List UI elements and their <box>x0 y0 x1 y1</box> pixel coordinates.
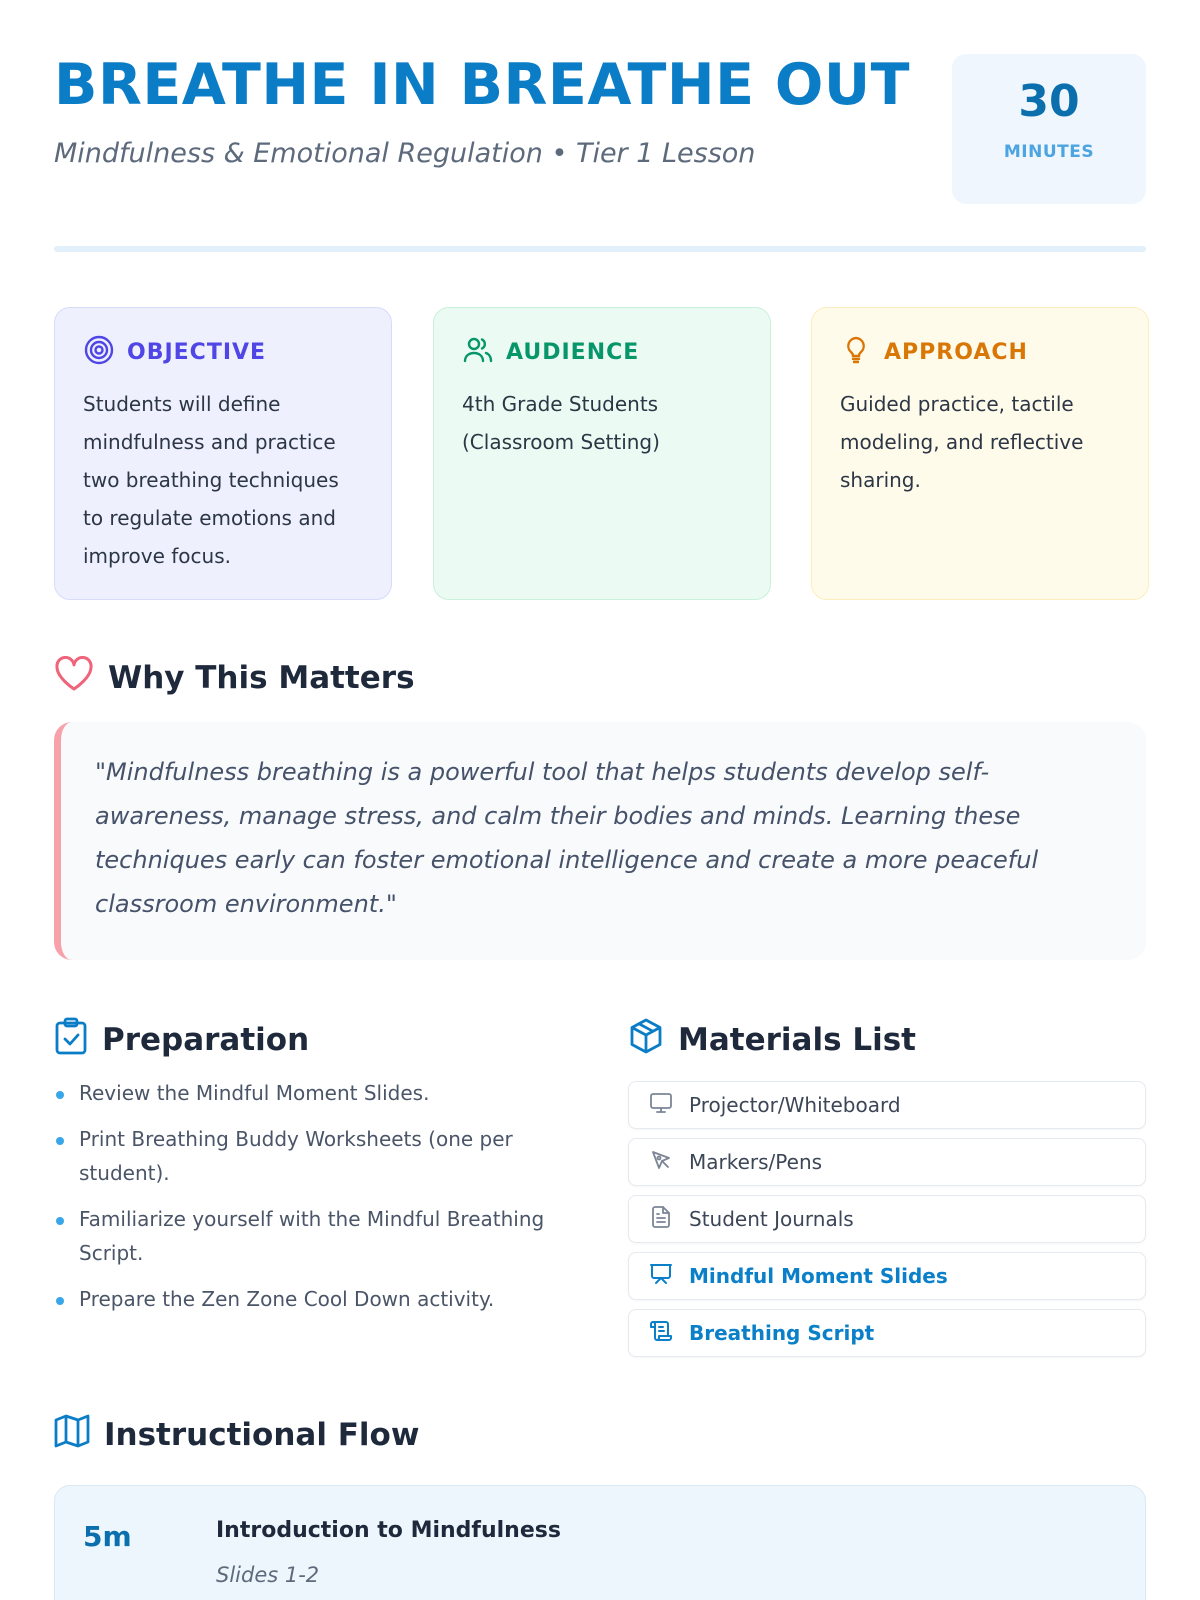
flow-step-title: Introduction to Mindfulness <box>216 1518 561 1543</box>
material-item-journals <box>628 1195 1146 1243</box>
scroll-icon <box>649 1319 673 1348</box>
why-title: Why This Matters <box>108 660 415 696</box>
objective-card <box>54 307 392 600</box>
page-title: BREATHE IN BREATHE OUT <box>54 52 911 118</box>
duration-value: 30 <box>1018 76 1080 127</box>
materials-title: Materials List <box>678 1022 916 1058</box>
monitor-icon <box>649 1091 673 1120</box>
objective-text: Students will define mindfulness and practice two breathing techniques to regulate emotions and improve focus. <box>83 392 339 568</box>
material-item-projector <box>628 1081 1146 1129</box>
preparation-list <box>54 1076 574 1328</box>
list-item: Familiarize yourself with the Mindful Breathing Script. <box>54 1202 574 1270</box>
material-link-slides[interactable] <box>628 1252 1146 1300</box>
material-label: Markers/Pens <box>689 1150 823 1174</box>
flow-step-detail: Slides 1-2 <box>216 1563 320 1587</box>
material-item-markers <box>628 1138 1146 1186</box>
heart-icon <box>54 656 94 700</box>
header-divider <box>54 246 1146 252</box>
page-subtitle: Mindfulness & Emotional Regulation • Tier 1 Lesson <box>54 138 756 169</box>
approach-card <box>811 307 1149 600</box>
list-item: Prepare the Zen Zone Cool Down activity. <box>54 1282 574 1316</box>
list-item: Review the Mindful Moment Slides. <box>54 1076 574 1110</box>
box-icon <box>628 1017 664 1063</box>
audience-card <box>433 307 771 600</box>
presentation-icon <box>649 1262 673 1291</box>
approach-label: APPROACH <box>884 340 1028 365</box>
material-label[interactable]: Mindful Moment Slides <box>689 1264 948 1288</box>
lightbulb-icon <box>840 334 872 371</box>
material-link-script[interactable] <box>628 1309 1146 1357</box>
materials-list <box>628 1081 1146 1366</box>
objective-label: OBJECTIVE <box>127 340 267 365</box>
preparation-heading <box>54 1017 309 1063</box>
lesson-header <box>54 52 1146 252</box>
material-label[interactable]: Breathing Script <box>689 1321 875 1345</box>
audience-label: AUDIENCE <box>506 340 640 365</box>
flow-step-time: 5m <box>83 1520 132 1553</box>
why-quote-text: "Mindfulness breathing is a powerful tool that helps students develop self-awareness, manage stress, and calm their bodies and minds. Learning these techniques early can foster emotional intelligence and create a more peaceful classroom environment." <box>95 758 1039 918</box>
material-label: Projector/Whiteboard <box>689 1093 901 1117</box>
flow-heading <box>54 1414 420 1456</box>
map-icon <box>54 1414 90 1456</box>
summary-cards <box>54 307 1146 600</box>
preparation-title: Preparation <box>102 1022 310 1058</box>
materials-heading <box>628 1017 916 1063</box>
duration-unit: MINUTES <box>1003 142 1095 162</box>
material-label: Student Journals <box>689 1207 854 1231</box>
list-item: Print Breathing Buddy Worksheets (one per student). <box>54 1122 574 1190</box>
flow-title: Instructional Flow <box>104 1417 420 1453</box>
approach-text: Guided practice, tactile modeling, and reflective sharing. <box>840 392 1084 492</box>
why-section-heading <box>54 656 415 700</box>
why-quote-box <box>54 722 1146 960</box>
duration-badge <box>952 54 1146 204</box>
users-icon <box>462 334 494 371</box>
target-icon <box>83 334 115 371</box>
flow-step <box>54 1485 1146 1600</box>
pen-icon <box>649 1148 673 1177</box>
audience-text: 4th Grade Students (Classroom Setting) <box>462 392 660 454</box>
clipboard-check-icon <box>54 1017 88 1063</box>
document-icon <box>649 1205 673 1234</box>
